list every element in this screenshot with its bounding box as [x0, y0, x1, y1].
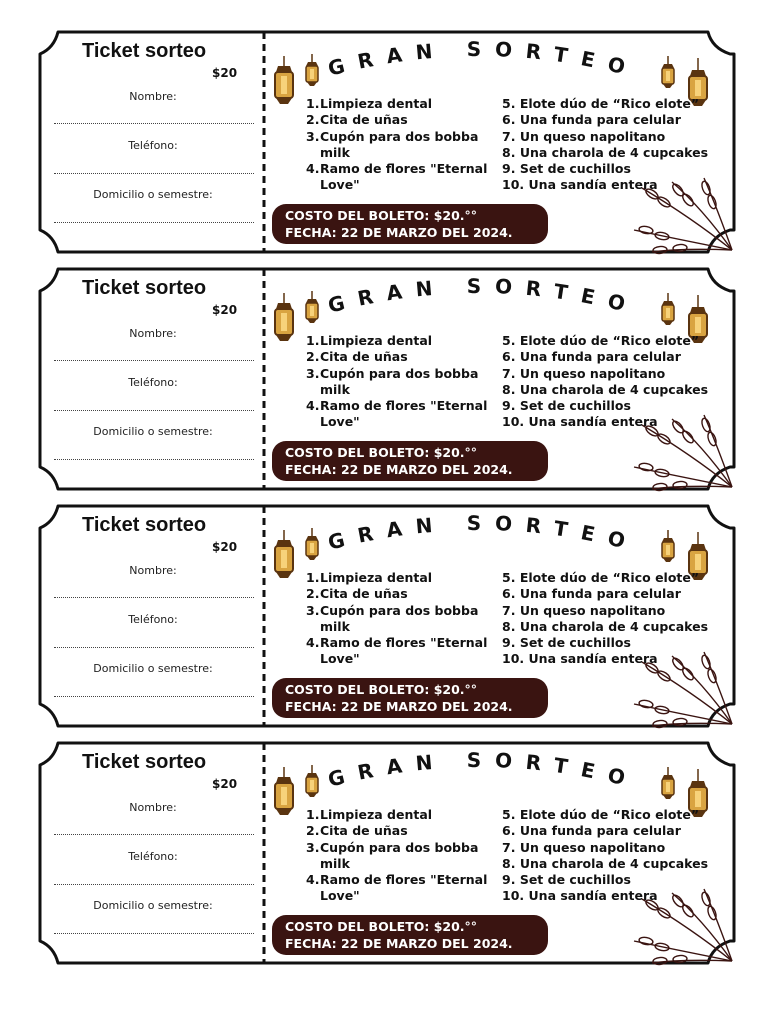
- prize-text: Un queso napolitano: [519, 602, 666, 618]
- prize-text: Una funda para celular: [519, 823, 681, 839]
- prize-number: 9.: [502, 161, 516, 177]
- prize-list-left: [306, 96, 492, 194]
- raffle-date: FECHA: 22 DE MARZO DEL 2024.: [285, 936, 513, 951]
- phone-label: Teléfono:: [128, 139, 178, 152]
- prize-number: 7.: [502, 365, 516, 381]
- header-text: GRAN SORTEO: [325, 747, 641, 794]
- stub-title: Ticket sorteo: [82, 277, 207, 299]
- prize-item: [306, 823, 492, 839]
- ticket-cost: COSTO DEL BOLETO: $20.°°: [285, 208, 478, 223]
- address-label: Domicilio o semestre:: [93, 425, 213, 438]
- prize-item: [502, 366, 717, 382]
- prize-item: [502, 603, 717, 619]
- prize-number: 7.: [502, 839, 516, 855]
- prize-number: 4.: [306, 161, 320, 177]
- prize-item: [502, 823, 717, 839]
- prize-number: 7.: [502, 602, 516, 618]
- prize-text: Set de cuchillos: [519, 872, 631, 888]
- prize-item: [502, 129, 717, 145]
- cost-date-banner: [272, 204, 548, 244]
- prize-list-left: [306, 807, 492, 905]
- prize-number: 6.: [502, 586, 516, 602]
- cost-date-banner: [272, 678, 548, 718]
- raffle-date: FECHA: 22 DE MARZO DEL 2024.: [285, 462, 513, 477]
- lantern-icon: [306, 528, 318, 560]
- prize-number: 6.: [502, 112, 516, 128]
- prize-text: Cita de uñas: [320, 349, 408, 365]
- lantern-icon: [306, 54, 318, 86]
- prize-text: Una charola de 4 cupcakes: [519, 855, 709, 871]
- prize-number: 9.: [502, 635, 516, 651]
- prize-number: 5.: [502, 807, 516, 822]
- prize-number: 8.: [502, 381, 516, 397]
- prize-list-right: [502, 570, 717, 668]
- prize-text: Cita de uñas: [320, 586, 408, 602]
- prize-item: [306, 129, 492, 162]
- prize-number: 6.: [502, 823, 516, 839]
- prize-item: [502, 840, 717, 856]
- lantern-icon: [306, 291, 318, 323]
- prize-text: Limpieza dental: [320, 807, 433, 822]
- prize-number: 10.: [502, 888, 525, 904]
- prize-text: Una funda para celular: [519, 349, 681, 365]
- prize-item: [502, 96, 717, 112]
- prize-text: Un queso napolitano: [519, 128, 666, 144]
- prize-text: Ramo de flores "Eternal Love": [320, 398, 488, 430]
- raffle-ticket: [0, 502, 768, 730]
- prize-number: 2.: [306, 349, 320, 365]
- prize-list-right: [502, 333, 717, 431]
- prize-number: 5.: [502, 96, 516, 111]
- prize-number: 7.: [502, 128, 516, 144]
- prize-text: Cupón para dos bobba milk: [320, 365, 479, 397]
- prize-list-right: [502, 807, 717, 905]
- phone-label: Teléfono:: [128, 850, 178, 863]
- prize-text: Set de cuchillos: [519, 161, 631, 177]
- name-label: Nombre:: [129, 90, 177, 103]
- prize-number: 5.: [502, 570, 516, 585]
- prize-item: [502, 382, 717, 398]
- prize-text: Una funda para celular: [519, 586, 681, 602]
- lantern-icon: [662, 530, 674, 562]
- prize-text: Limpieza dental: [320, 96, 433, 111]
- prize-item: [502, 651, 717, 667]
- prize-item: [502, 586, 717, 602]
- prize-item: [306, 603, 492, 636]
- prize-item: [502, 333, 717, 349]
- prize-item: [502, 177, 717, 193]
- prize-item: [502, 398, 717, 414]
- prize-item: [306, 872, 492, 905]
- header-text: GRAN SORTEO: [325, 273, 641, 320]
- prize-number: 2.: [306, 586, 320, 602]
- prize-item: [502, 349, 717, 365]
- prize-text: Una sandía entera: [528, 651, 658, 667]
- prize-text: Una charola de 4 cupcakes: [519, 618, 709, 634]
- prize-number: 10.: [502, 414, 525, 430]
- ticket-cost: COSTO DEL BOLETO: $20.°°: [285, 682, 478, 697]
- prize-item: [306, 333, 492, 349]
- name-label: Nombre:: [129, 564, 177, 577]
- raffle-ticket: [0, 739, 768, 967]
- prize-item: [502, 888, 717, 904]
- prize-item: [306, 570, 492, 586]
- prize-number: 4.: [306, 398, 320, 414]
- prize-item: [502, 807, 717, 823]
- prize-item: [306, 635, 492, 668]
- phone-label: Teléfono:: [128, 376, 178, 389]
- prize-item: [306, 96, 492, 112]
- prize-list-right: [502, 96, 717, 194]
- header-text: GRAN SORTEO: [325, 510, 641, 557]
- lantern-icon: [275, 293, 293, 341]
- prize-text: Set de cuchillos: [519, 398, 631, 414]
- ticket-cost: COSTO DEL BOLETO: $20.°°: [285, 919, 478, 934]
- prize-item: [306, 161, 492, 194]
- prize-item: [306, 840, 492, 873]
- prize-number: 4.: [306, 872, 320, 888]
- prize-item: [502, 414, 717, 430]
- lantern-icon: [306, 765, 318, 797]
- prize-item: [306, 398, 492, 431]
- prize-item: [502, 112, 717, 128]
- name-label: Nombre:: [129, 327, 177, 340]
- stub-price: $20: [212, 66, 238, 80]
- prize-text: Set de cuchillos: [519, 635, 631, 651]
- raffle-ticket: [0, 28, 768, 256]
- prize-number: 10.: [502, 177, 525, 193]
- prize-text: Un queso napolitano: [519, 839, 666, 855]
- prize-text: Cita de uñas: [320, 112, 408, 128]
- prize-number: 8.: [502, 618, 516, 634]
- prize-number: 2.: [306, 112, 320, 128]
- prize-item: [306, 807, 492, 823]
- address-label: Domicilio o semestre:: [93, 899, 213, 912]
- prize-number: 4.: [306, 635, 320, 651]
- name-label: Nombre:: [129, 801, 177, 814]
- stub-price: $20: [212, 303, 238, 317]
- prize-text: Una sandía entera: [528, 888, 658, 904]
- prize-list-left: [306, 570, 492, 668]
- lantern-icon: [275, 767, 293, 815]
- prize-text: Una sandía entera: [528, 177, 658, 193]
- stub-title: Ticket sorteo: [82, 514, 207, 536]
- stub-title: Ticket sorteo: [82, 40, 207, 62]
- prize-text: Limpieza dental: [320, 333, 433, 348]
- address-label: Domicilio o semestre:: [93, 662, 213, 675]
- raffle-date: FECHA: 22 DE MARZO DEL 2024.: [285, 225, 513, 240]
- address-label: Domicilio o semestre:: [93, 188, 213, 201]
- prize-number: 6.: [502, 349, 516, 365]
- prize-item: [306, 349, 492, 365]
- prize-item: [502, 145, 717, 161]
- prize-item: [306, 586, 492, 602]
- lantern-icon: [275, 56, 293, 104]
- prize-text: Limpieza dental: [320, 570, 433, 585]
- prize-item: [502, 161, 717, 177]
- prize-item: [306, 112, 492, 128]
- raffle-ticket: [0, 265, 768, 493]
- prize-text: Elote dúo de “Rico elote”: [519, 96, 700, 111]
- cost-date-banner: [272, 915, 548, 955]
- prize-text: Ramo de flores "Eternal Love": [320, 161, 488, 193]
- prize-item: [502, 619, 717, 635]
- prize-item: [306, 366, 492, 399]
- prize-text: Elote dúo de “Rico elote”: [519, 807, 700, 822]
- prize-number: 5.: [502, 333, 516, 348]
- prize-item: [502, 856, 717, 872]
- lantern-icon: [275, 530, 293, 578]
- stub-title: Ticket sorteo: [82, 751, 207, 773]
- prize-text: Una charola de 4 cupcakes: [519, 381, 709, 397]
- prize-number: 1.: [306, 807, 320, 822]
- prize-number: 3.: [306, 602, 320, 618]
- prize-item: [502, 635, 717, 651]
- prize-text: Elote dúo de “Rico elote”: [519, 570, 700, 585]
- prize-item: [502, 872, 717, 888]
- prize-text: Una sandía entera: [528, 414, 658, 430]
- prize-text: Cupón para dos bobba milk: [320, 839, 479, 871]
- prize-number: 1.: [306, 570, 320, 585]
- prize-text: Una charola de 4 cupcakes: [519, 144, 709, 160]
- prize-number: 3.: [306, 128, 320, 144]
- prize-number: 1.: [306, 333, 320, 348]
- prize-number: 1.: [306, 96, 320, 111]
- prize-text: Cupón para dos bobba milk: [320, 128, 479, 160]
- prize-text: Una funda para celular: [519, 112, 681, 128]
- prize-number: 8.: [502, 855, 516, 871]
- prize-text: Ramo de flores "Eternal Love": [320, 635, 488, 667]
- prize-number: 9.: [502, 872, 516, 888]
- lantern-icon: [662, 767, 674, 799]
- stub-price: $20: [212, 777, 238, 791]
- stub-price: $20: [212, 540, 238, 554]
- prize-text: Cita de uñas: [320, 823, 408, 839]
- prize-text: Elote dúo de “Rico elote”: [519, 333, 700, 348]
- phone-label: Teléfono:: [128, 613, 178, 626]
- prize-text: Cupón para dos bobba milk: [320, 602, 479, 634]
- prize-text: Ramo de flores "Eternal Love": [320, 872, 488, 904]
- prize-number: 8.: [502, 144, 516, 160]
- lantern-icon: [662, 56, 674, 88]
- ticket-cost: COSTO DEL BOLETO: $20.°°: [285, 445, 478, 460]
- prize-number: 3.: [306, 365, 320, 381]
- lantern-icon: [662, 293, 674, 325]
- cost-date-banner: [272, 441, 548, 481]
- raffle-date: FECHA: 22 DE MARZO DEL 2024.: [285, 699, 513, 714]
- prize-text: Un queso napolitano: [519, 365, 666, 381]
- prize-number: 9.: [502, 398, 516, 414]
- prize-list-left: [306, 333, 492, 431]
- prize-number: 2.: [306, 823, 320, 839]
- prize-item: [502, 570, 717, 586]
- prize-number: 3.: [306, 839, 320, 855]
- header-text: GRAN SORTEO: [325, 36, 641, 83]
- prize-number: 10.: [502, 651, 525, 667]
